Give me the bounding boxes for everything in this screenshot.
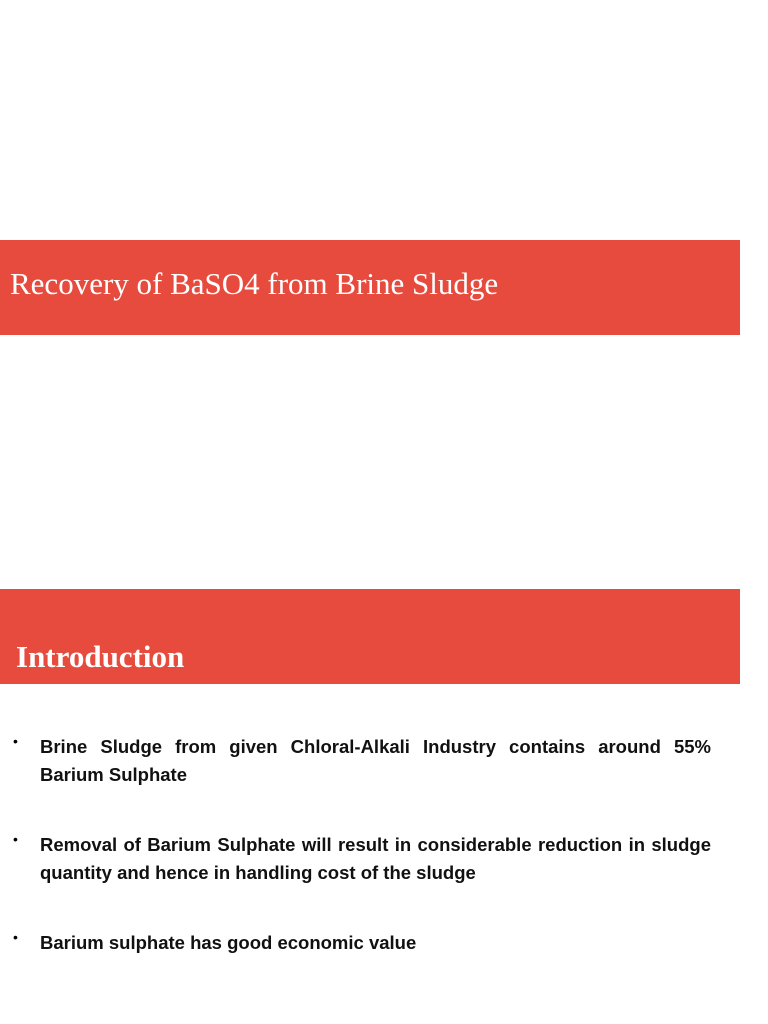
title-banner	[0, 240, 740, 335]
section-banner-introduction	[0, 589, 740, 684]
bullet-icon: •	[13, 929, 18, 945]
bullet-icon: •	[13, 831, 18, 847]
bullet-icon: •	[13, 733, 18, 749]
bullet-text: Removal of Barium Sulphate will result in considerable reduction in sludge quantity and hence in handling cost of the sludge	[40, 834, 711, 883]
section-heading: Introduction	[16, 639, 185, 674]
bullet-text: Brine Sludge from given Chloral-Alkali Industry contains around 55% Barium Sulphate	[40, 736, 711, 785]
page-title: Recovery of BaSO4 from Brine Sludge	[10, 266, 499, 301]
bullet-text: Barium sulphate has good economic value	[40, 932, 417, 953]
